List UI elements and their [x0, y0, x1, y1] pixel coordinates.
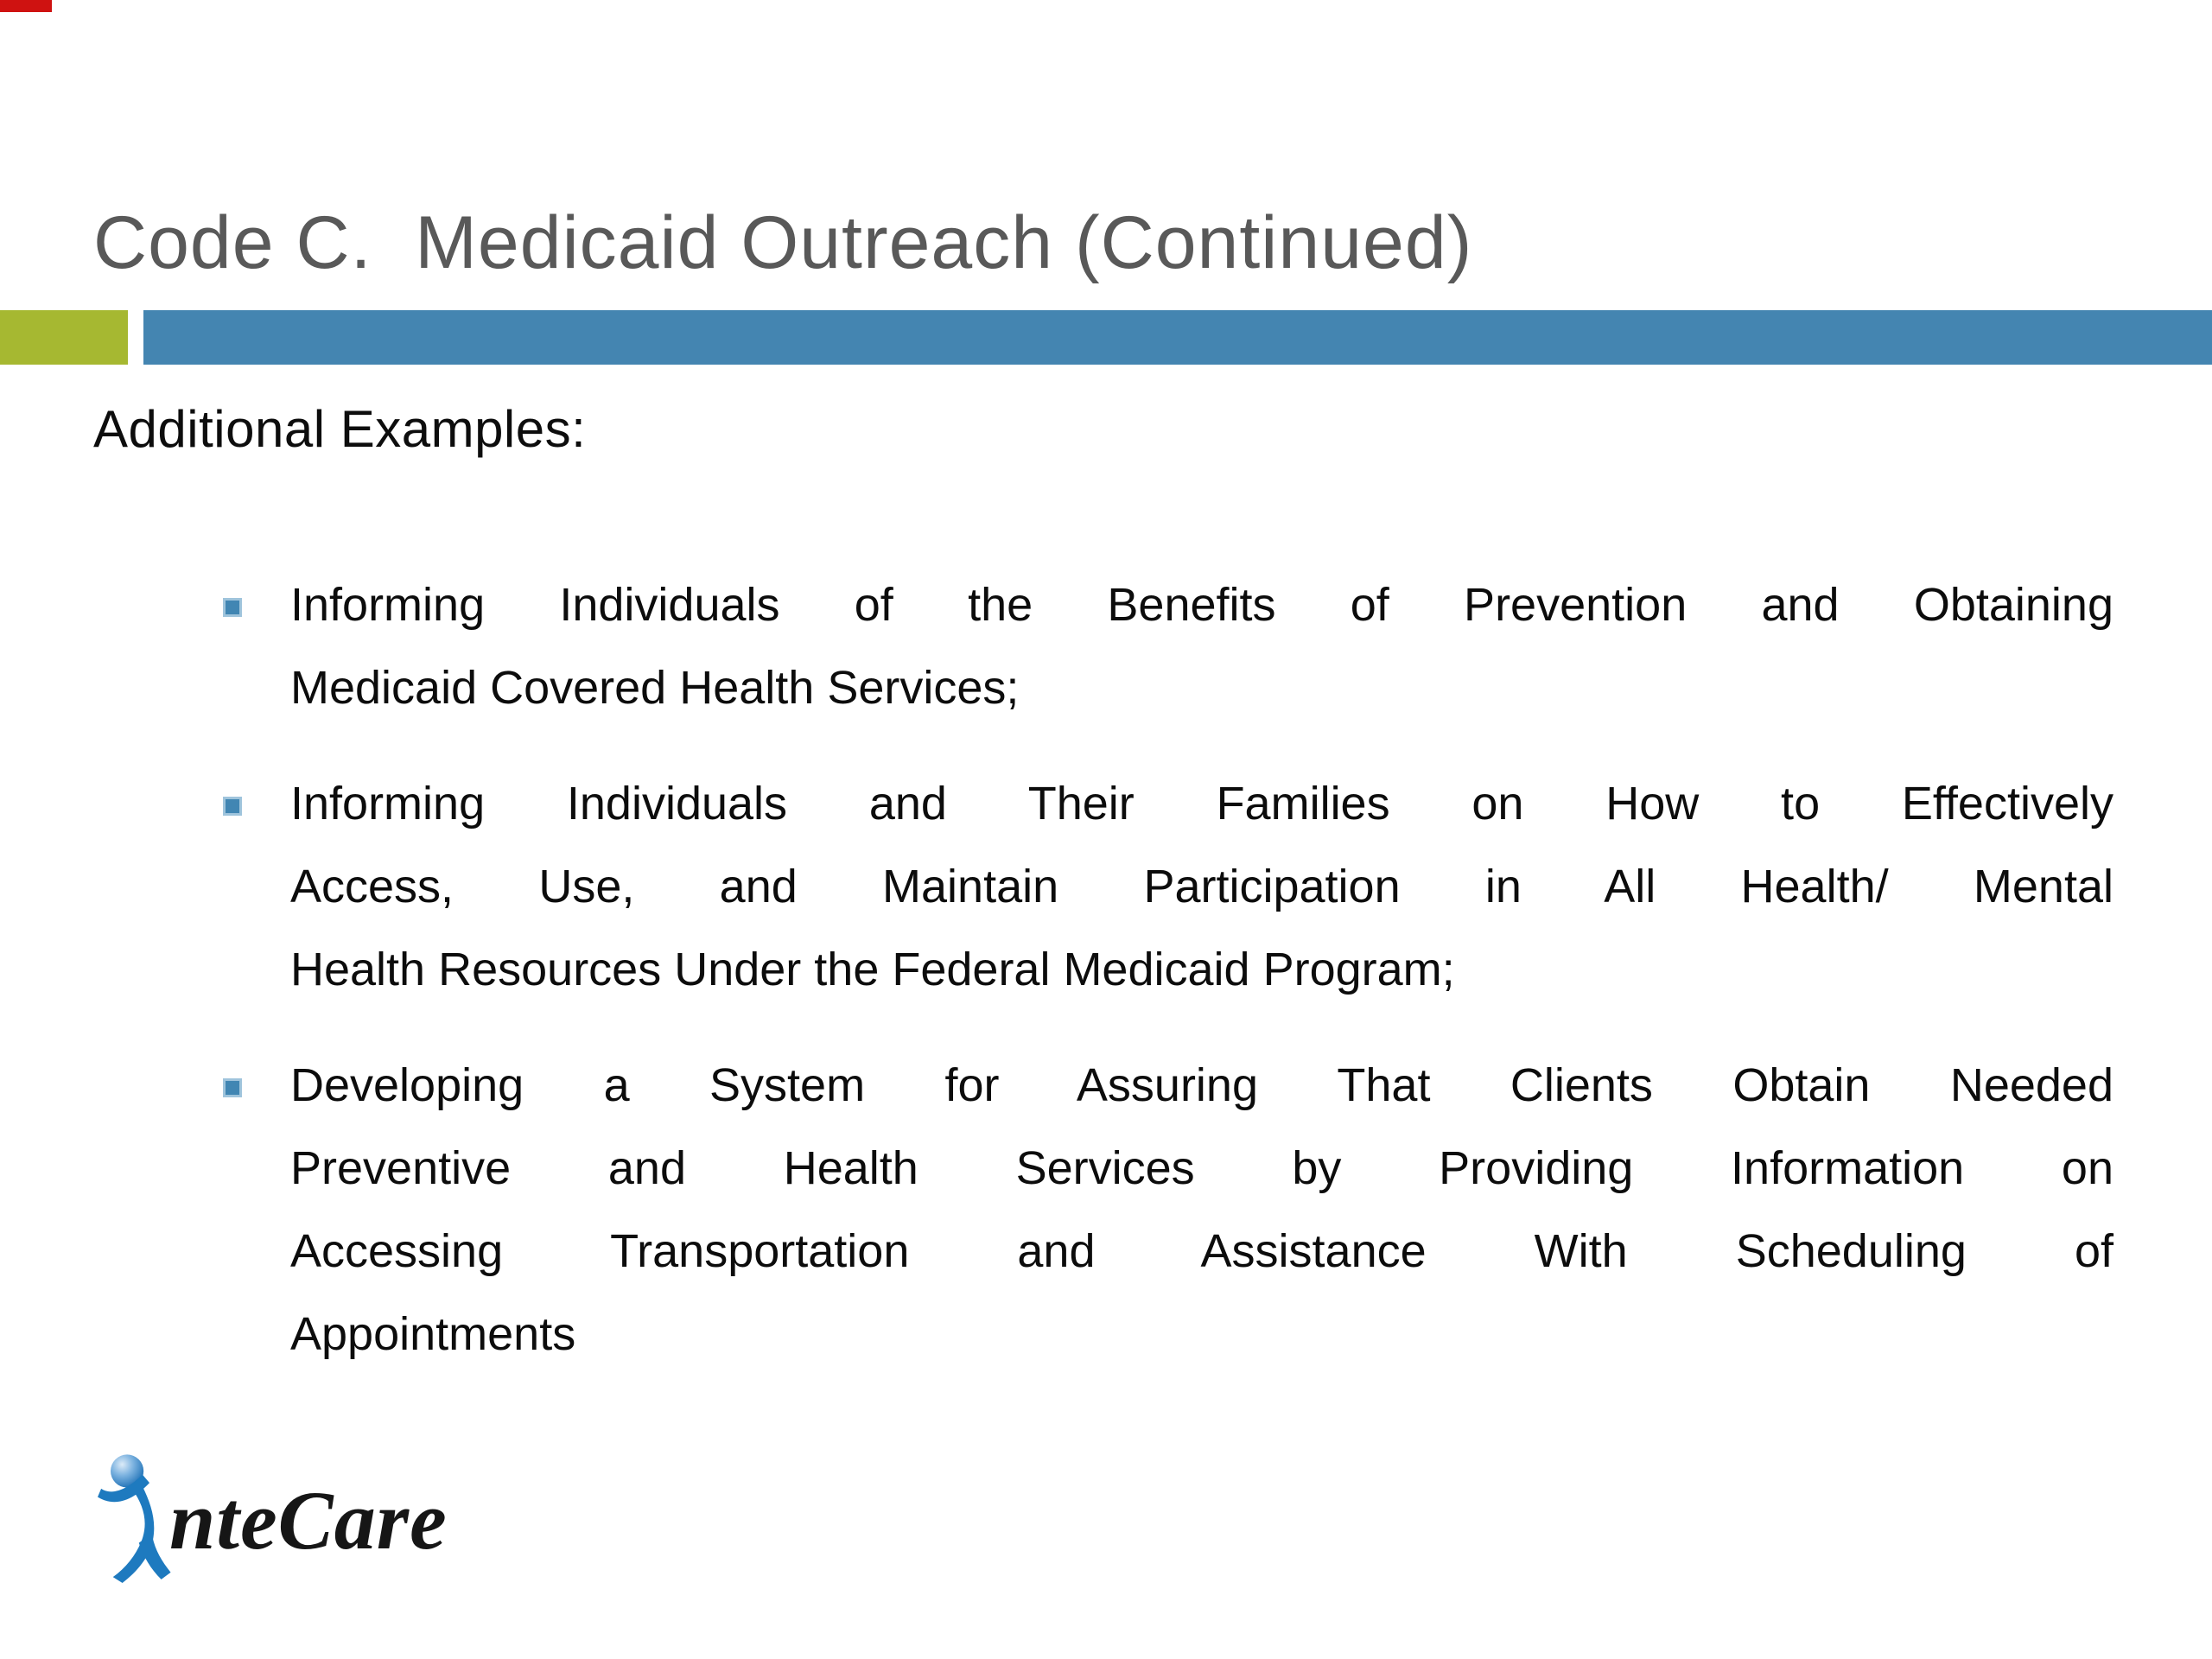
bullet-list	[223, 563, 2113, 1408]
bullet-line: Informing Individuals of the Benefits of Prevention and Obtaining	[290, 579, 2113, 631]
accent-bar-green	[0, 310, 128, 365]
bullet-square-icon	[223, 797, 242, 816]
subheading: Additional Examples:	[93, 400, 587, 458]
bullet-text	[290, 762, 2113, 1011]
slide-title: Code C. Medicaid Outreach (Continued)	[93, 201, 1473, 284]
bullet-item	[223, 1044, 2113, 1376]
bullet-text	[290, 563, 2113, 729]
accent-bar-blue	[143, 310, 2212, 365]
bullet-line: Accessing Transportation and Assistance With Scheduling of	[290, 1225, 2113, 1277]
bullet-square-icon	[223, 598, 242, 617]
bullet-item	[223, 762, 2113, 1011]
progress-bar-fragment	[0, 0, 52, 12]
intecare-logo	[92, 1453, 448, 1583]
bullet-line: Access, Use, and Maintain Participation in All Health/ Mental	[290, 861, 2113, 912]
bullet-item	[223, 563, 2113, 729]
bullet-line: Medicaid Covered Health Services;	[290, 662, 1020, 714]
logo-text: nteCare	[169, 1474, 448, 1567]
bullet-text	[290, 1044, 2113, 1376]
bullet-line: Informing Individuals and Their Families on How to Effectively	[290, 778, 2113, 830]
bullet-line: Preventive and Health Services by Providing Information on	[290, 1142, 2113, 1194]
person-figure-icon	[92, 1453, 181, 1583]
bullet-square-icon	[223, 1078, 242, 1097]
bullet-line: Health Resources Under the Federal Medicaid Program;	[290, 944, 1455, 995]
bullet-line: Developing a System for Assuring That Clients Obtain Needed	[290, 1059, 2113, 1111]
bullet-line: Appointments	[290, 1308, 576, 1360]
